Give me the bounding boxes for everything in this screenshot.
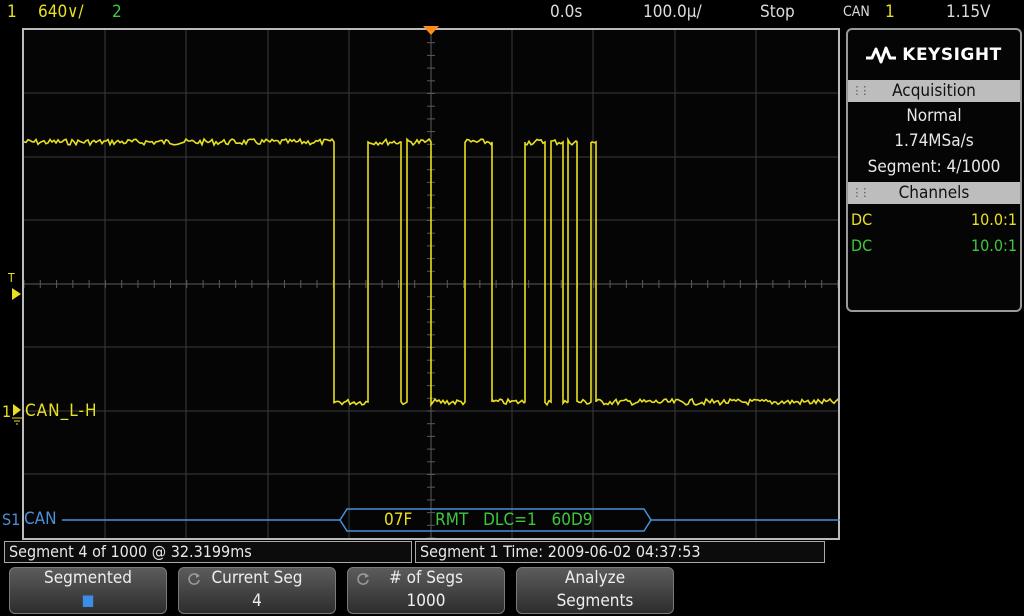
softkey-label: Segmented: [44, 568, 132, 588]
acq-segment: Segment: 4/1000: [867, 157, 1001, 177]
trigger-position-marker[interactable]: [423, 26, 439, 36]
num-segs-softkey[interactable]: [347, 567, 505, 614]
softkey-label: Current Seg: [211, 568, 303, 588]
graticule-grid: [24, 30, 838, 538]
keysight-wave-icon: [866, 46, 896, 64]
ground-icon: [11, 404, 23, 426]
grip-icon: ⋮⋮: [852, 84, 868, 97]
segment-time-bar: Segment 1 Time: 2009-06-02 04:37:53: [415, 541, 825, 563]
segmented-checkbox-icon: ■: [81, 591, 95, 609]
serial-marker[interactable]: [2, 510, 20, 529]
decode-id: 07F: [384, 510, 413, 530]
trigger-type[interactable]: CAN: [843, 4, 870, 20]
decode-frame-type: RMT: [435, 510, 469, 530]
softkey-label: Analyze: [564, 568, 626, 588]
current-seg-softkey[interactable]: [178, 567, 336, 614]
ch2-probe: 10.0:1: [970, 236, 1017, 255]
acq-mode: Normal: [906, 106, 962, 126]
decode-dlc: DLC=1: [483, 510, 537, 530]
serial-marker-text: S1: [2, 510, 21, 529]
softkey-value: 1000: [406, 591, 446, 611]
ch1-coupling: DC: [851, 210, 873, 229]
time-scale[interactable]: 100.0µ/: [643, 2, 702, 22]
ch1-number[interactable]: 1: [7, 2, 17, 22]
info-panel: [846, 28, 1022, 312]
acquisition-title: Acquisition: [892, 81, 976, 101]
trigger-level-marker[interactable]: [8, 272, 15, 284]
serial-label[interactable]: CAN: [24, 509, 57, 529]
acq-sample-rate: 1.74MSa/s: [894, 131, 974, 151]
run-state[interactable]: Stop: [760, 2, 795, 22]
ch1-marker-number: 1: [2, 402, 12, 421]
brand-logo: [848, 30, 1020, 80]
segmented-softkey[interactable]: [9, 567, 167, 614]
ch1-label[interactable]: CAN_L-H: [25, 401, 98, 421]
channels-title: Channels: [898, 183, 970, 203]
decode-crc: 60D9: [551, 510, 593, 530]
acquisition-header[interactable]: [848, 80, 1020, 102]
analyze-segments-softkey[interactable]: [516, 567, 674, 614]
trigger-marker-letter: T: [8, 271, 15, 285]
segment-info-bar: Segment 4 of 1000 @ 32.3199ms: [4, 541, 412, 563]
trigger-source[interactable]: 1: [885, 2, 895, 22]
brand-name: KEYSIGHT: [902, 45, 1002, 65]
trigger-level[interactable]: 1.15V: [946, 2, 991, 22]
decode-packet[interactable]: [384, 510, 593, 530]
channels-header[interactable]: [848, 182, 1020, 204]
ch2-number[interactable]: 2: [112, 2, 122, 22]
waveform-display[interactable]: [22, 28, 840, 540]
ch1-scale[interactable]: 640∨/: [38, 2, 84, 22]
softkey-value: 4: [252, 591, 262, 611]
status-bar: [0, 0, 1024, 26]
softkey-value: Segments: [556, 591, 634, 611]
ch1-ground-marker[interactable]: [2, 402, 11, 421]
time-delay[interactable]: 0.0s: [550, 2, 583, 22]
grip-icon: ⋮⋮: [852, 186, 868, 199]
ch2-coupling: DC: [851, 236, 873, 255]
softkey-label: # of Segs: [388, 568, 464, 588]
ch1-probe: 10.0:1: [970, 210, 1017, 229]
trigger-level-arrow-icon: [12, 288, 22, 300]
ch1-waveform-trace: [24, 139, 838, 405]
